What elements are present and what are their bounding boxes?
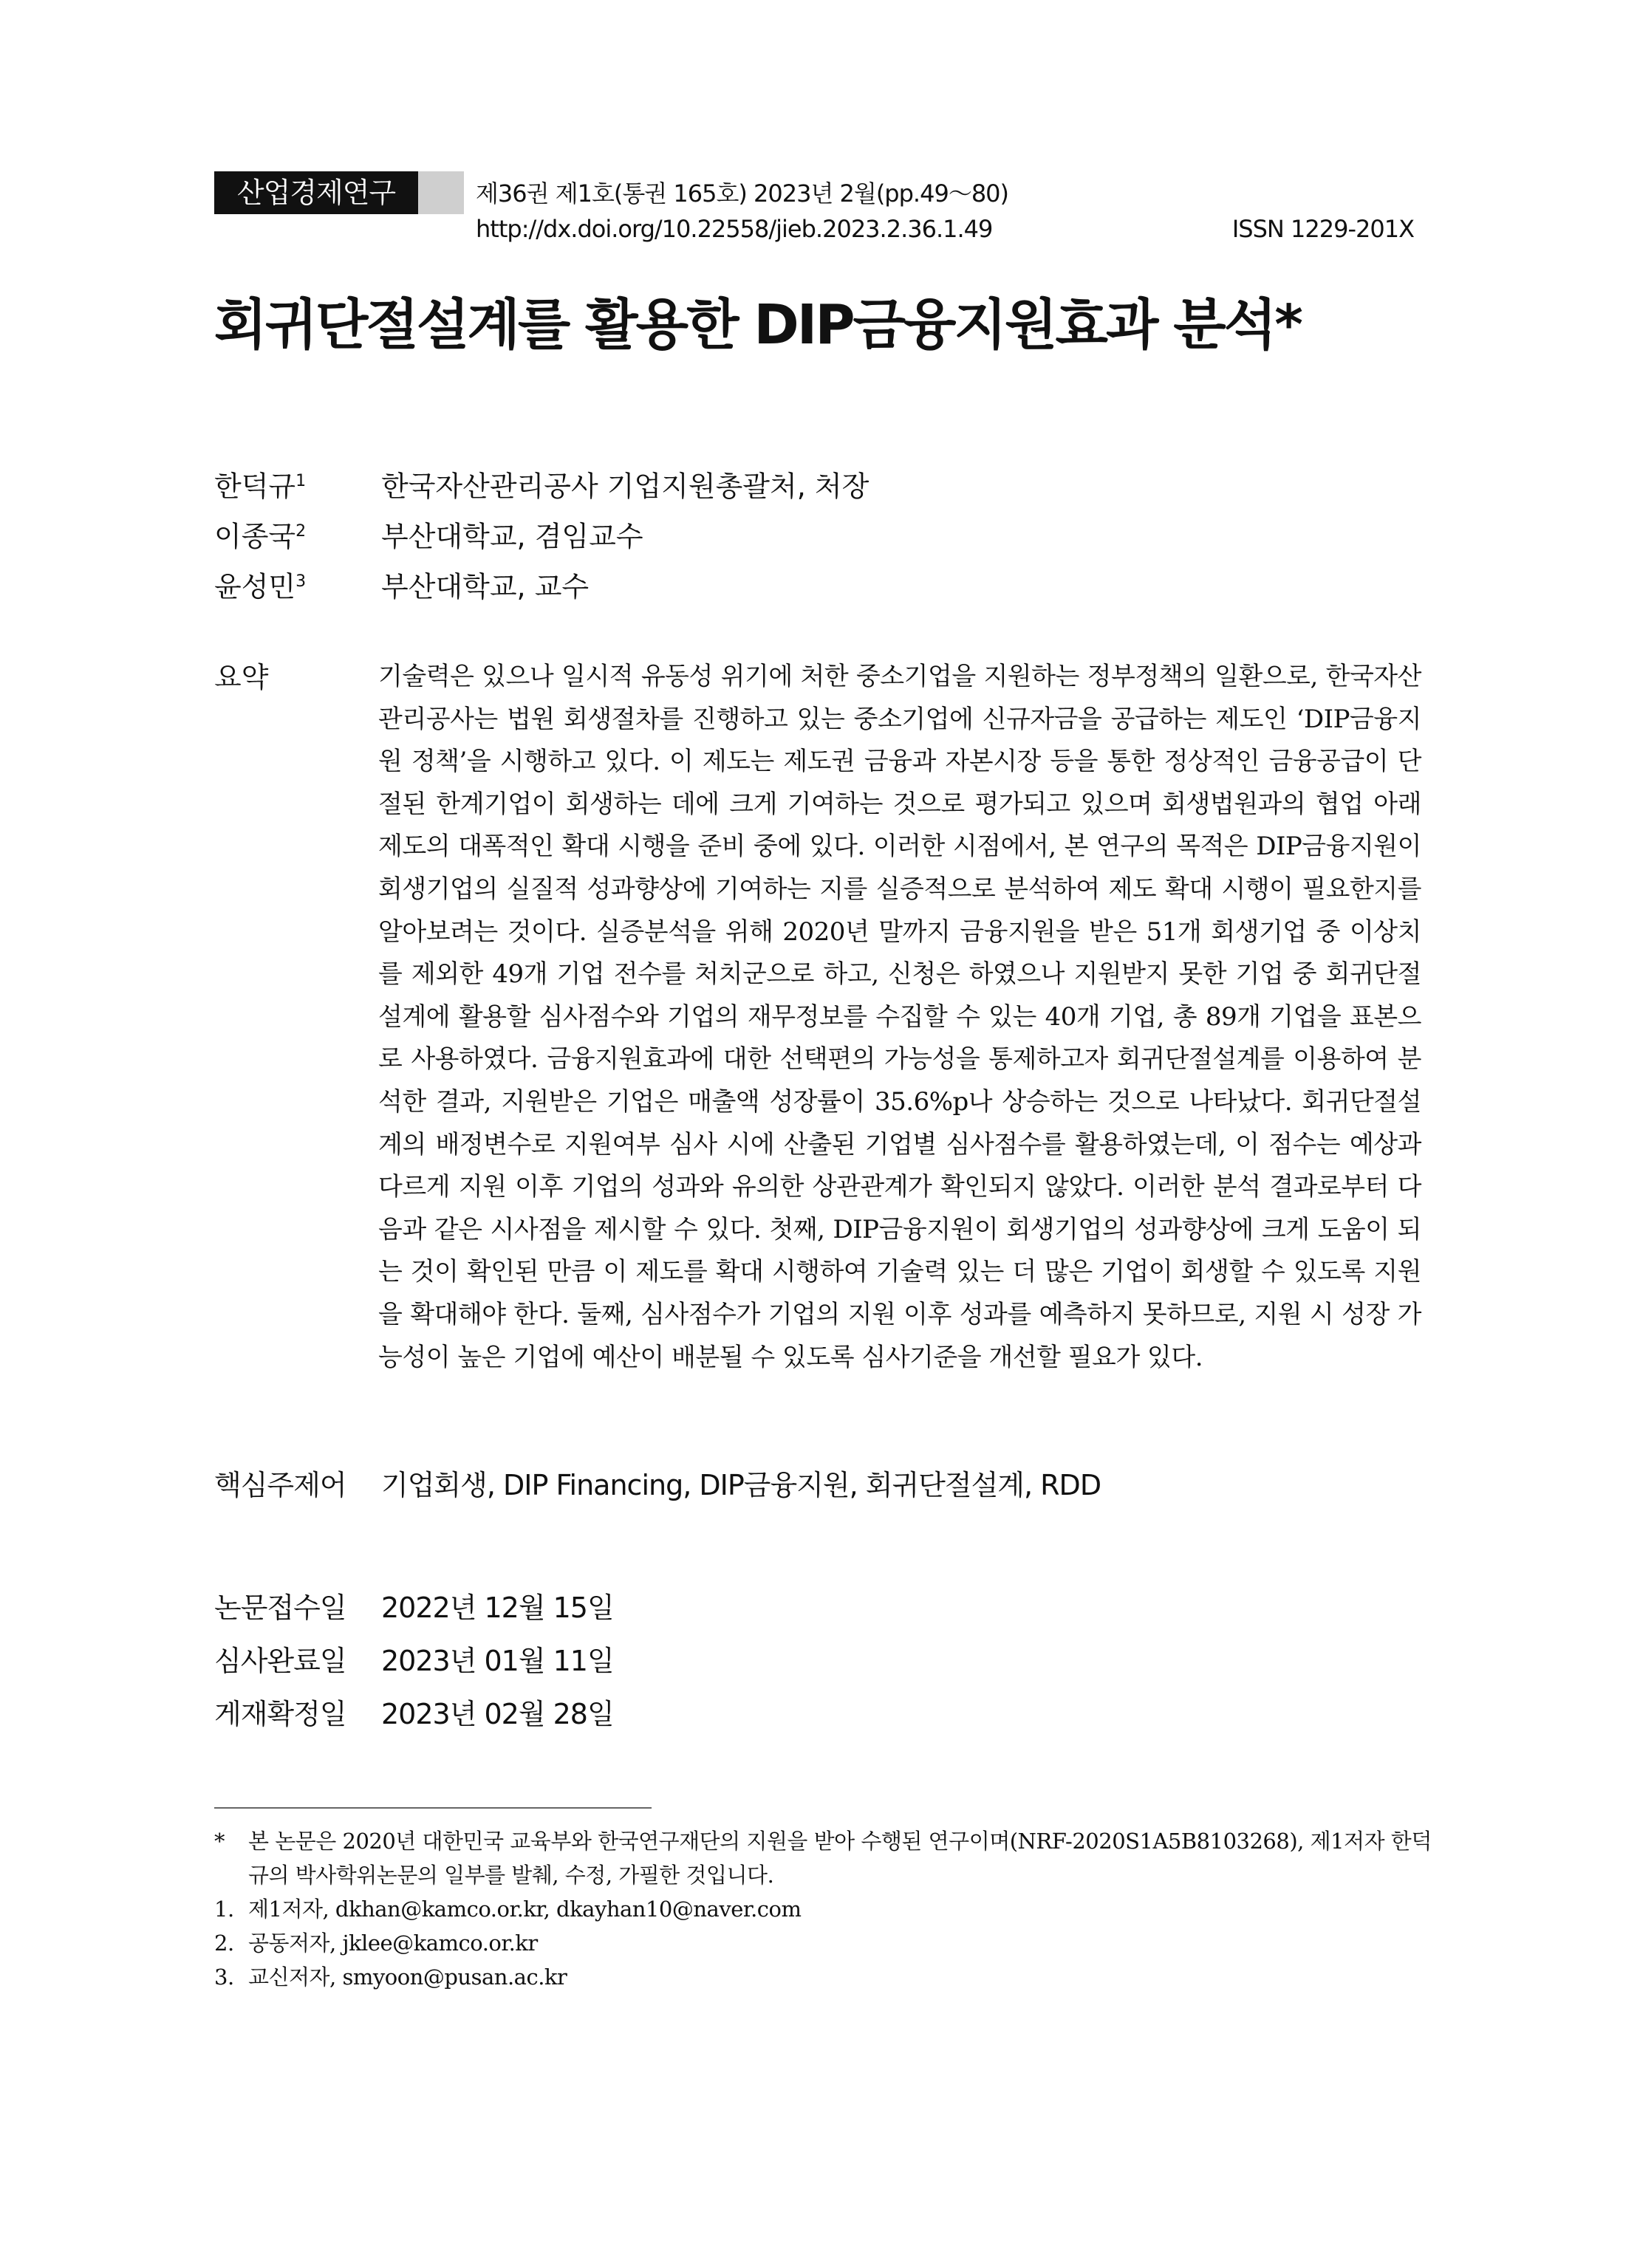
keywords-list: 기업회생, DIP Financing, DIP금융지원, 회귀단절설계, RDD xyxy=(381,1469,1101,1501)
footnote-text: 교신저자, smyoon@pusan.ac.kr xyxy=(248,1964,567,1990)
footnote-mark: 3. xyxy=(214,1964,234,1990)
footnote-item xyxy=(214,1824,1441,1892)
keywords-label: 핵심주제어 xyxy=(214,1469,346,1501)
author-affiliation: 한국자산관리공사 기업지원총괄처, 처장 xyxy=(381,470,869,503)
date-value: 2023년 01월 11일 xyxy=(381,1645,614,1677)
date-value: 2022년 12월 15일 xyxy=(381,1592,614,1624)
author-name: 이종국$^2$ xyxy=(214,520,307,553)
footnote-text: 본 논문은 2020년 대한민국 교육부와 한국연구재단의 지원을 받아 수행된 연구이며(NRF-2020S1A5B8103268), 제1저자 한덕규의 박사학위논문의 일부를 발췌, 수정, 가필한 것입니다. xyxy=(248,1829,1432,1888)
footnote-mark: 1. xyxy=(214,1897,234,1922)
footnote-item xyxy=(214,1892,1441,1926)
date-value: 2023년 02월 28일 xyxy=(381,1698,614,1730)
date-row-accepted xyxy=(214,1691,614,1737)
journal-name-badge: 산업경제연구 xyxy=(214,171,418,214)
footnote-item xyxy=(214,1960,1441,1994)
date-row-received xyxy=(214,1585,614,1631)
author-row xyxy=(214,560,589,604)
footnote-mark: * xyxy=(214,1829,225,1854)
journal-badge-accent xyxy=(418,171,464,214)
author-affiliation: 부산대학교, 겸임교수 xyxy=(381,520,643,553)
date-label: 논문접수일 xyxy=(214,1592,346,1624)
date-label: 심사완료일 xyxy=(214,1645,346,1677)
footnote-mark: 2. xyxy=(214,1930,234,1956)
date-row-reviewed xyxy=(214,1638,614,1684)
footnotes xyxy=(214,1824,1441,1994)
author-affiliation: 부산대학교, 교수 xyxy=(381,570,590,603)
author-name: 한덕규$^1$ xyxy=(214,470,307,503)
abstract-label: 요약 xyxy=(214,661,269,693)
abstract-body: 기술력은 있으나 일시적 유동성 위기에 처한 중소기업을 지원하는 정부정책의 일환으로, 한국자산관리공사는 법원 회생절차를 진행하고 있는 중소기업에 신규자금을 공급하는 제도인 ‘DIP금융지원 정책’을 시행하고 있다. 이 제도는 제도권 금융과 자본시장 등을 통한 정상적인 금융공급이 단절된 한계기업이 회생하는 데에 크게 기여하는 것으로 평가되고 있으며 회생법원과의 협업 아래 제도의 대폭적인 확대 시행을 준비 중에 있다. 이러한 시점에서, 본 연구의 목적은 DIP금융지원이 회생기업의 실질적 성과향상에 기여하는 지를 실증적으로 분석하여 제도 확대 시행이 필요한지를 알아보려는 것이다. 실증분석을 위해 2020년 말까지 금융지원을 받은 51개 회생기업 중 이상치를 제외한 49개 기업 전수를 처치군으로 하고, 신청은 하였으나 지원받지 못한 기업 중 회귀단절설계에 활용할 심사점수와 기업의 재무정보를 수집할 수 있는 40개 기업, 총 89개 기업을 표본으로 사용하였다. 금융지원효과에 대한 선택편의 가능성을 통제하고자 회귀단절설계를 이용하여 분석한 결과, 지원받은 기업은 매출액 성장률이 35.6%p나 상승하는 것으로 나타났다. 회귀단절설계의 배정변수로 지원여부 심사 시에 산출된 기업별 심사점수를 활용하였는데, 이 점수는 예상과 다르게 지원 이후 기업의 성과와 유의한 상관관계가 확인되지 않았다. 이러한 분석 결과로부터 다음과 같은 시사점을 제시할 수 있다. 첫째, DIP금융지원이 회생기업의 성과향상에 크게 도움이 되는 것이 확인된 만큼 이 제도를 확대 시행하여 기술력 있는 더 많은 기업이 회생할 수 있도록 지원을 확대해야 한다. 둘째, 심사점수가 기업의 지원 이후 성과를 예측하지 못하므로, 지원 시 성장 가능성이 높은 기업에 예산이 배분될 수 있도록 심사기준을 개선할 필요가 있다. xyxy=(378,662,1421,1372)
author-row xyxy=(214,510,643,554)
date-label: 게재확정일 xyxy=(214,1698,346,1730)
footnote-text: 제1저자, dkhan@kamco.or.kr, dkayhan10@naver.com xyxy=(248,1897,802,1922)
author-row xyxy=(214,459,869,504)
keywords-row xyxy=(214,1464,1101,1507)
doi-link[interactable]: http://dx.doi.org/10.22558/jieb.2023.2.36.1.49 xyxy=(476,215,993,243)
footnote-divider xyxy=(214,1807,652,1809)
volume-issue-line: 제36권 제1호(통권 165호) 2023년 2월(pp.49～80) xyxy=(476,179,1009,208)
footnote-text: 공동저자, jklee@kamco.or.kr xyxy=(248,1930,538,1956)
issn-number: ISSN 1229-201X xyxy=(1231,215,1414,243)
author-name: 윤성민$^3$ xyxy=(214,570,307,603)
footnote-item xyxy=(214,1926,1441,1960)
paper-title: 회귀단절설계를 활용한 DIP금융지원효과 분석* xyxy=(214,293,1301,357)
